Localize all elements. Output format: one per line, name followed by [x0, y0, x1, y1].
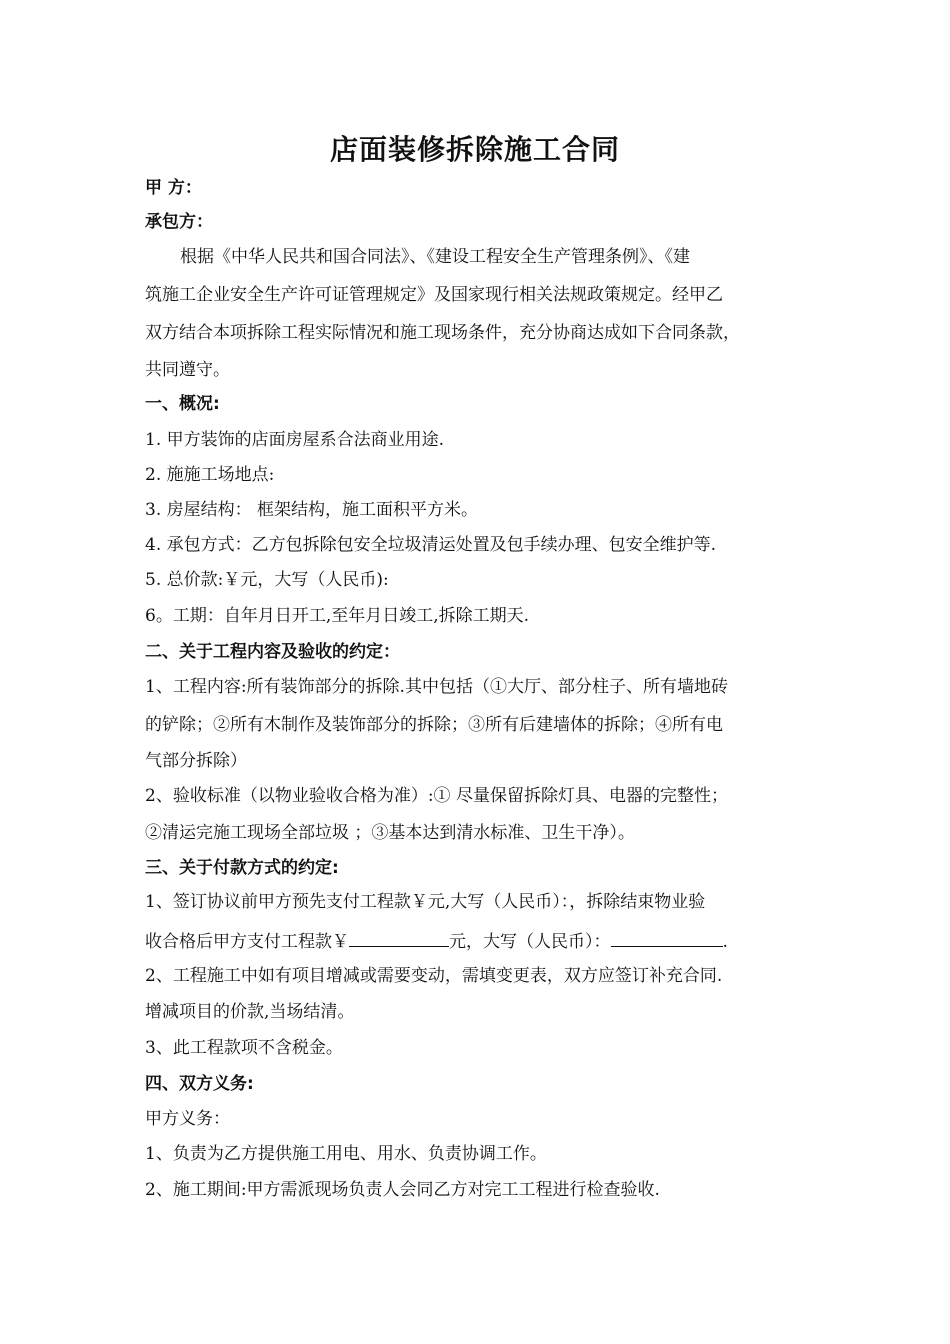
body-line: 2、施工期间:甲方需派现场负责人会同乙方对完工工程进行检查验收. [145, 1180, 660, 1200]
overview-item: 4. 承包方式：乙方包拆除包安全垃圾清运处置及包手续办理、包安全维护等. [145, 535, 717, 555]
payment-text: . [722, 932, 728, 952]
body-line: 1、负责为乙方提供施工用电、用水、负责协调工作。 [145, 1144, 547, 1164]
overview-item: 6。工期：自年月日开工,至年月日竣工,拆除工期天. [145, 606, 530, 626]
intro-line: 双方结合本项拆除工程实际情况和施工现场条件，充分协商达成如下合同条款， [145, 323, 740, 343]
overview-item: 2. 施施工场地点: [145, 465, 275, 485]
document-title: 店面装修拆除施工合同 [329, 133, 620, 166]
body-line: 1、工程内容:所有装饰部分的拆除.其中包括（①大厅、部分柱子、所有墙地砖 [145, 677, 728, 697]
body-line: 2、验收标准（以物业验收合格为准）:① 尽量保留拆除灯具、电器的完整性； [145, 786, 728, 806]
intro-line: 根据《中华人民共和国合同法》、《建设工程安全生产管理条例》、《建 [180, 247, 690, 267]
amount-blank [349, 928, 449, 947]
overview-item: 5. 总价款:￥元，大写（人民币): [145, 570, 389, 590]
overview-item: 3. 房屋结构： 框架结构，施工面积平方米。 [145, 500, 479, 520]
section-heading: 二、关于工程内容及验收的约定： [145, 642, 400, 662]
subheading: 甲方义务： [145, 1109, 230, 1129]
party-a-label: 甲 方： [145, 178, 202, 198]
payment-line [145, 928, 825, 954]
body-line: 2、工程施工中如有项目增减或需要变动，需填变更表，双方应签订补充合同. [145, 966, 723, 986]
section-heading: 一、概况: [145, 394, 220, 414]
body-line: 3、此工程款项不含税金。 [145, 1038, 343, 1058]
body-line: 的铲除；②所有木制作及装饰部分的拆除；③所有后建墙体的拆除；④所有电 [145, 715, 723, 735]
body-line: 1、签订协议前甲方预先支付工程款￥元,大写（人民币）：，拆除结束物业验 [145, 892, 706, 912]
section-heading: 三、关于付款方式的约定: [145, 858, 339, 878]
intro-line: 共同遵守。 [145, 360, 230, 380]
body-line: ②清运完施工现场全部垃圾 ；③基本达到清水标准、卫生干净）。 [145, 823, 635, 843]
payment-text: 收合格后甲方支付工程款￥ [145, 932, 349, 952]
body-line: 增减项目的价款,当场结清。 [145, 1002, 355, 1022]
contractor-label: 承包方： [145, 212, 213, 232]
body-line: 气部分拆除） [145, 751, 247, 771]
payment-text: 元，大写（人民币）： [449, 932, 611, 952]
section-heading: 四、双方义务: [145, 1074, 254, 1094]
amount-words-blank [611, 928, 723, 947]
intro-line: 筑施工企业安全生产许可证管理规定》及国家现行相关法规政策规定。经甲乙 [145, 285, 723, 305]
overview-item: 1. 甲方装饰的店面房屋系合法商业用途. [145, 430, 445, 450]
